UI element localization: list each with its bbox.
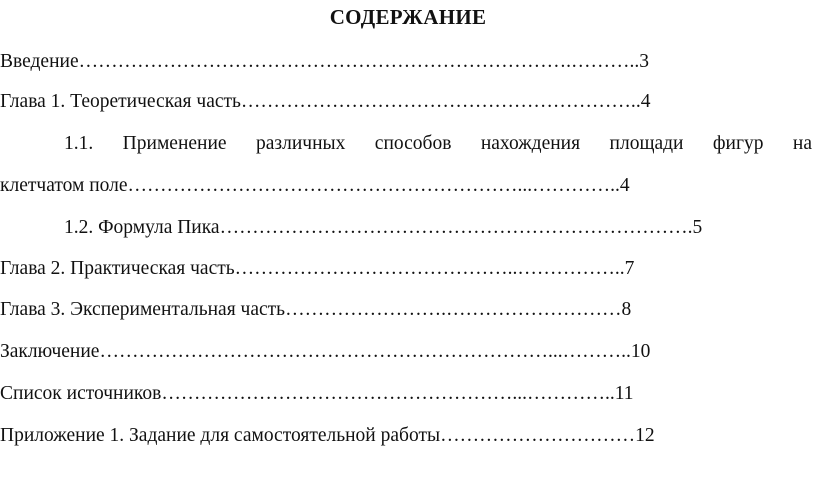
toc-entry-text: Глава 3. Экспериментальная часть…………………….………………………	[0, 299, 622, 320]
toc-entry-page: .5	[687, 217, 703, 238]
toc-entry-appendix-1	[0, 424, 812, 448]
toc-entry-page: .4	[635, 91, 651, 112]
toc-entry-page: .7	[619, 258, 635, 279]
toc-entry-text: Глава 1. Теоретическая часть…………………………………………………….	[0, 91, 636, 112]
toc-entry-section-1-2	[64, 216, 812, 240]
toc-entry-page: 8	[621, 299, 632, 320]
toc-entry-text: Список источников………………………………………………...………….	[0, 383, 610, 404]
toc-entry-text: Заключение……………………………………………………………...……….	[0, 341, 626, 362]
toc-entry-introduction	[0, 50, 812, 74]
toc-entry-section-1-1-line-2	[0, 174, 812, 198]
toc-entry-page: .10	[625, 341, 651, 362]
toc-entry-page: .4	[615, 175, 630, 196]
page-title: СОДЕРЖАНИЕ	[329, 5, 487, 29]
toc-entry-sources	[0, 382, 812, 406]
toc-entry-chapter-2	[0, 257, 812, 281]
toc-entry-text: Приложение 1. Задание для самостоятельной работы…………………………	[0, 425, 636, 446]
toc-entry-page: .11	[609, 383, 634, 404]
toc-entry-text: 1.2. Формула Пика………………………………………………………………	[64, 217, 688, 238]
toc-entry-conclusion	[0, 340, 812, 364]
toc-entry-text: Глава 2. Практическая часть……………………………………..…………….	[0, 258, 620, 279]
toc-entry-section-1-1-line-1: 1.1. Применение различных способов нахождения площади фигур на	[64, 133, 812, 154]
toc-entry-chapter-1	[0, 90, 812, 114]
toc-entry-chapter-3	[0, 298, 812, 322]
toc-entry-text: клетчатом поле……………………………………………………...………….	[0, 175, 616, 196]
toc-entry-page: 12	[635, 425, 655, 446]
toc-entry-text: Введение………………………………………………………………….……….	[0, 51, 635, 72]
toc-entry-page: .3	[634, 51, 649, 72]
